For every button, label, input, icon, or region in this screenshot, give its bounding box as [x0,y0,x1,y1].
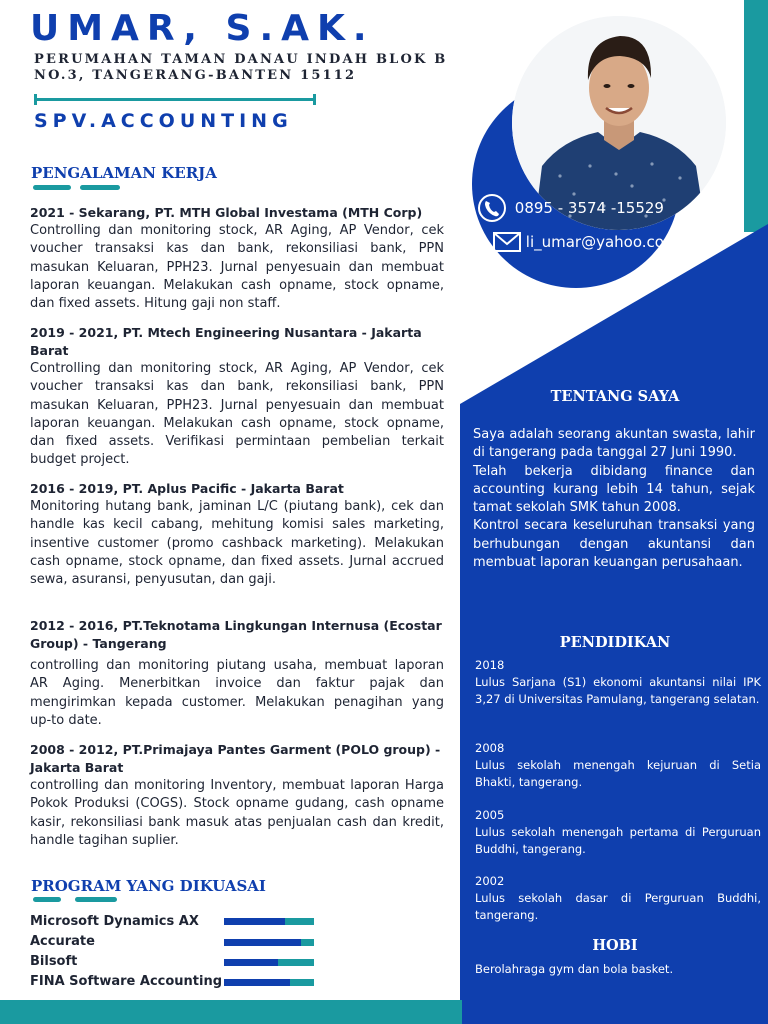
bottom-teal-bar [0,1000,462,1024]
candidate-name: UMAR, S.AK. [30,8,375,49]
phone-icon [476,193,508,223]
heading-accent [75,897,117,902]
education-item [475,873,761,924]
about-text [473,426,755,572]
job-title: SPV.ACCOUNTING [34,110,293,132]
experience-title: 2012 - 2016, PT.Teknotama Lingkungan Internusa (Ecostar Group) - Tangerang [30,618,442,651]
email-address: li_umar@yahoo.com [525,233,679,251]
heading-accent [80,185,120,190]
email-contact [493,232,679,252]
experience-desc: controlling dan monitoring piutang usaha, membuat laporan AR Aging. Menerbitkan invoice dan faktur pajak dan mengirimkan kepada customer. Melakukan penagihan yang up-to date. [30,658,444,728]
education-item [475,657,761,708]
education-item [475,740,761,791]
heading-accent [33,185,71,190]
experience-item [30,204,444,313]
experience-desc: Monitoring hutang bank, jaminan L/C (piutang bank), cek dan handle kas kecil cabang, mehitung komisi sales marketing, insentive customer (promo cashback marketing). Melakukan cash opname, stock opname, dan fixed assets. Jurnal accrued sewa, asuransi, penyusutan, dan gaji. [30,499,444,588]
skill-bar [224,939,314,946]
education-year: 2018 [475,658,505,672]
phone-number: 0895 - 3574 -15529 [514,199,664,217]
skill-name: FINA Software Accounting [30,974,223,989]
education-year: 2002 [475,874,505,888]
education-year: 2008 [475,741,505,755]
hobby-heading: HOBI [592,937,638,954]
skill-name: Bilsoft [30,954,78,969]
address [34,52,464,84]
about-heading: TENTANG SAYA [550,388,680,405]
experience-title: 2008 - 2012, PT.Primajaya Pantes Garment (POLO group) - Jakarta Barat [30,742,441,775]
email-icon [493,232,521,252]
heading-accent [33,897,61,902]
phone-contact [476,193,664,223]
address-line-1: PERUMAHAN TAMAN DANAU INDAH BLOK B [34,52,448,67]
experience-item [30,617,444,730]
about-paragraph: Kontrol secara keseluruhan transaksi yang berhubungan dengan akuntansi dan membuat laporan keuangan perusahaan. [473,518,755,571]
header-divider [34,98,316,101]
education-heading: PENDIDIKAN [559,634,671,651]
skill-bar [224,979,314,986]
experience-title: 2016 - 2019, PT. Aplus Pacific - Jakarta Barat [30,481,344,496]
skills-heading: PROGRAM YANG DIKUASAI [31,877,266,895]
skill-name: Accurate [30,934,95,949]
experience-title: 2019 - 2021, PT. Mtech Engineering Nusantara - Jakarta Barat [30,325,422,358]
education-item [475,807,761,858]
experience-item [30,741,444,850]
education-desc: Lulus Sarjana (S1) ekonomi akuntansi nilai IPK 3,27 di Universitas Pamulang, tangerang selatan. [475,675,761,706]
experience-desc: Controlling dan monitoring stock, AR Aging, AP Vendor, cek voucher transaksi kas dan bank, rekonsiliasi bank, PPN masukan Keluaran, PPH23. Jurnal penyesuain dan membuat laporan keuangan. Melakukan cash opname, stock opname, dan fixed assets. Verifikasi permintaan pembelian terkait budget project. [30,361,444,468]
education-desc: Lulus sekolah menengah kejuruan di Setia Bhakti, tangerang. [475,758,761,789]
address-line-2: NO.3, TANGERANG-BANTEN 15112 [34,68,357,83]
education-desc: Lulus sekolah dasar di Perguruan Buddhi, tangerang. [475,891,761,922]
hobby-text: Berolahraga gym dan bola basket. [475,962,674,976]
experience-item [30,324,444,470]
skill-bar [224,959,314,966]
skill-name: Microsoft Dynamics AX [30,914,199,929]
experience-desc: controlling dan monitoring Inventory, membuat laporan Harga Pokok Produksi (COGS). Stock opname gudang, cash opname kasir, rekonsiliasi bank masuk atas penjualan cash dan kredit, handle tagihan suplier. [30,778,444,848]
education-year: 2005 [475,808,505,822]
skill-bar [224,918,314,925]
about-paragraph: Saya adalah seorang akuntan swasta, lahir di tangerang pada tanggal 27 Juni 1990. [473,427,755,461]
experience-heading: PENGALAMAN KERJA [31,164,217,182]
about-paragraph: Telah bekerja dibidang finance dan accounting kurang lebih 14 tahun, sejak tamat sekolah SMK tahun 2008. [473,463,755,516]
experience-desc: Controlling dan monitoring stock, AR Aging, AP Vendor, cek voucher transaksi kas dan bank, rekonsiliasi bank, PPN masukan Keluaran, PPH23. Jurnal penyesuain dan membuat laporan keuangan. Melakukan cash opname, stock opname, dan fixed assets. Hitung gaji non staff. [30,223,444,312]
education-desc: Lulus sekolah menengah pertama di Perguruan Buddhi, tangerang. [475,825,761,856]
experience-title: 2021 - Sekarang, PT. MTH Global Investama (MTH Corp) [30,205,423,220]
experience-item [30,480,444,589]
